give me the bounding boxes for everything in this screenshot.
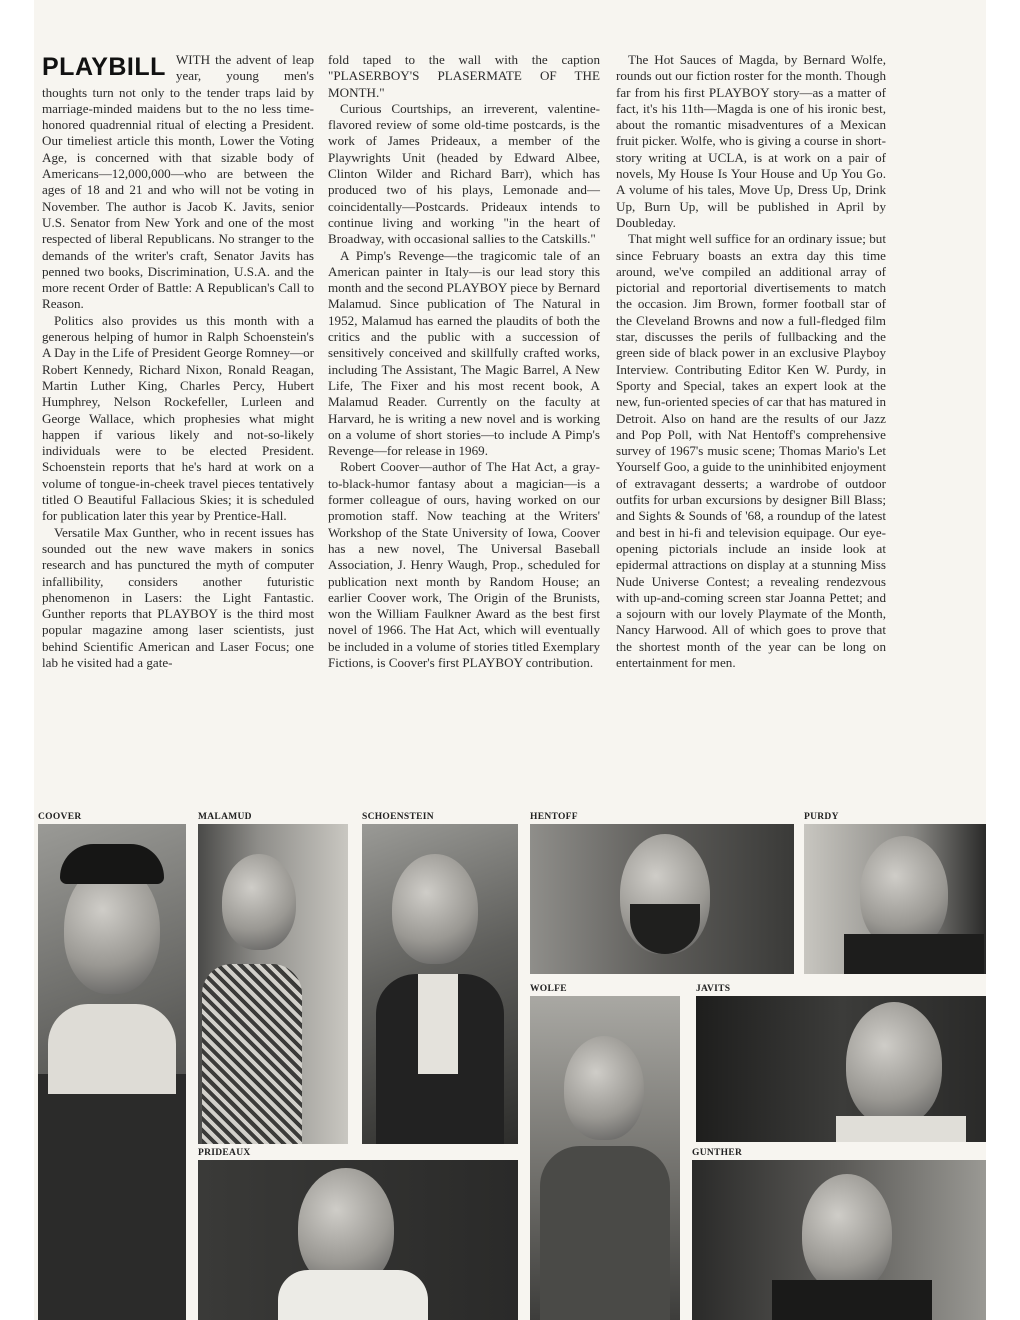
caption-malamud: MALAMUD bbox=[198, 812, 252, 822]
photo-schoenstein bbox=[362, 824, 518, 1144]
paragraph: Robert Coover—author of The Hat Act, a gray-to-black-humor fantasy about a magician—is a former colleague of ours, having worked on our promotion staff. Now teaching at the Writers' Workshop of the State University of Iowa, Coover has a new novel, The Universal Baseball Association, J. Henry Waugh, Prop., scheduled for publication next month by Random House; an earlier Coover work, The Origin of the Brunists, won the William Faulkner Award as the best first novel of 1966. The Hat Act, which will eventually be included in a volume of stories titled Exemplary Fictions, is Coover's first PLAYBOY contribution. bbox=[328, 459, 600, 670]
caption-hentoff: HENTOFF bbox=[530, 812, 578, 822]
paragraph: A Pimp's Revenge—the tragicomic tale of an American painter in Italy—is our lead story this month and the second PLAYBOY piece by Bernard Malamud. Since publication of The Natural in 1952, Malamud has earned the plaudits of both the critics and the public with a succession of sensitively conceived and skillfully crafted works, including The Assistant, The Magic Barrel, A New Life, The Fixer and his most recent book, A Malamud Reader. Currently on the faculty at Harvard, he is writing a new novel and is working on a volume of short stories—to include A Pimp's Revenge—for release in 1969. bbox=[328, 247, 600, 459]
photo-purdy bbox=[804, 824, 986, 974]
paragraph: That might well suffice for an ordinary issue; but since February boasts an extra day this time around, we've compiled an additional array of pictorial and reportorial divertisements to match the occasion. Jim Brown, former football star of the Cleveland Browns and now a full-fledged film star, discusses the perils of fullbacking and the green side of black power in an exclusive Playboy Interview. Contributing Editor Ken W. Purdy, in Sporty and Special, takes an expert look at the new, fun-oriented species of car that has matured in Detroit. Also on hand are the results of our Jazz and Pop Poll, with Nat Hentoff's comprehensive survey of 1967's music scene; Thomas Mario's Let Yourself Goo, a guide to the uninhibited enjoyment of extravagant desserts; a wardrobe of outdoor outfits for urban excursions by designer Bill Blass; and Sights & Sounds of '68, a roundup of the latest and best in hi-fi and television equipage. Our eye-opening pictorials include an inside look at epidermal attractions on display at a stunning Miss Nude Universe Contest; a revealing rendezvous with up-and-coming screen star Joanna Pettet; and a sojourn with our lovely Playmate of the Month, Nancy Harwood. All of which goes to prove that the shortest month of the year can be long on entertainment for men. bbox=[616, 231, 887, 670]
paragraph: WITH the advent of leap year, young men's thoughts turn not only to the tender traps laid by marriage-minded maidens but to the no less time-honored quadrennial ritual of electing a President. Our timeliest article this month, Lower the Voting Age, is concerned with that sizable body of Americans—12,000,000—who are between the ages of 18 and 21 and who will not be voting in November. The author is Jacob K. Javits, senior U.S. Senator from New York and one of the most respected of liberal Republicans. No stranger to the demands of the writer's craft, Senator Javits has penned two books, Discrimination, U.S.A. and the more recent Order of Battle: A Republican's Call to Reason. bbox=[42, 52, 314, 312]
text-column-2 bbox=[328, 52, 600, 671]
caption-purdy: PURDY bbox=[804, 812, 839, 822]
photo-coover bbox=[38, 824, 186, 1320]
paragraph: The Hot Sauces of Magda, by Bernard Wolfe, rounds out our fiction roster for the month. Though far from his first PLAYBOY story—as a matter of fact, it's his 11th—Magda is one of his ironic best, about the romantic misadventures of a Mexican fruit picker. Wolfe, who is giving a course in short-story writing at UCLA, is at work on a pair of novels, My House Is Your House and Up You Go. A volume of his tales, Move Up, Dress Up, Drink Up, Burn Up, will be published in April by Doubleday. bbox=[616, 52, 886, 230]
caption-javits: JAVITS bbox=[696, 984, 731, 994]
text-column-3 bbox=[616, 52, 886, 671]
paragraph: Versatile Max Gunther, who in recent issues has sounded out the new wave makers in sonics research and has punctured the myth of computer infallibility, considers another futuristic phenomenon in Lasers: the Light Fantastic. Gunther reports that PLAYBOY is the third most popular magazine among laser scientists, just behind Scientific American and Laser Focus; one lab he visited had a gate- bbox=[42, 524, 314, 670]
caption-schoenstein: SCHOENSTEIN bbox=[362, 812, 434, 822]
photo-malamud bbox=[198, 824, 348, 1144]
paragraph: Politics also provides us this month with a generous helping of humor in Ralph Schoenstein's A Day in the Life of President George Romney—or Robert Kennedy, Richard Nixon, Ronald Reagan, Martin Luther King, Charles Percy, Hubert Humphrey, Nelson Rockefeller, Lurleen and George Wallace, which prophesies what might happen if various likely and not-so-likely individuals were to be elected President. Schoenstein reports that he's hard at work on a volume of tongue-in-cheek travel pieces tentatively titled O Beautiful Fallacious Skies; it is scheduled for publication later this year by Prentice-Hall. bbox=[42, 312, 314, 524]
caption-wolfe: WOLFE bbox=[530, 984, 567, 994]
caption-coover: COOVER bbox=[38, 812, 82, 822]
magazine-page bbox=[34, 0, 986, 1320]
photo-gunther bbox=[692, 1160, 986, 1320]
photo-wolfe bbox=[530, 996, 680, 1320]
text-column-1 bbox=[42, 52, 314, 671]
paragraph: fold taped to the wall with the caption "PLASERBOY'S PLASERMATE OF THE MONTH." bbox=[328, 52, 600, 100]
masthead: PLAYBILL bbox=[42, 53, 166, 81]
paragraph: Curious Courtships, an irreverent, valentine-flavored review of some old-time postcards, is the work of James Prideaux, a member of the Playwrights Unit (headed by Edward Albee, Clinton Wilder and Richard Barr), which has produced two of his plays, Lemonade and—coincidentally—Postcards. Prideaux intends to continue living and working "in the heart of Broadway, with occasional sallies to the Catskills." bbox=[328, 100, 600, 247]
photo-hentoff bbox=[530, 824, 794, 974]
photo-javits bbox=[696, 996, 986, 1142]
caption-prideaux: PRIDEAUX bbox=[198, 1148, 251, 1158]
photo-prideaux bbox=[198, 1160, 518, 1320]
caption-gunther: GUNTHER bbox=[692, 1148, 743, 1158]
